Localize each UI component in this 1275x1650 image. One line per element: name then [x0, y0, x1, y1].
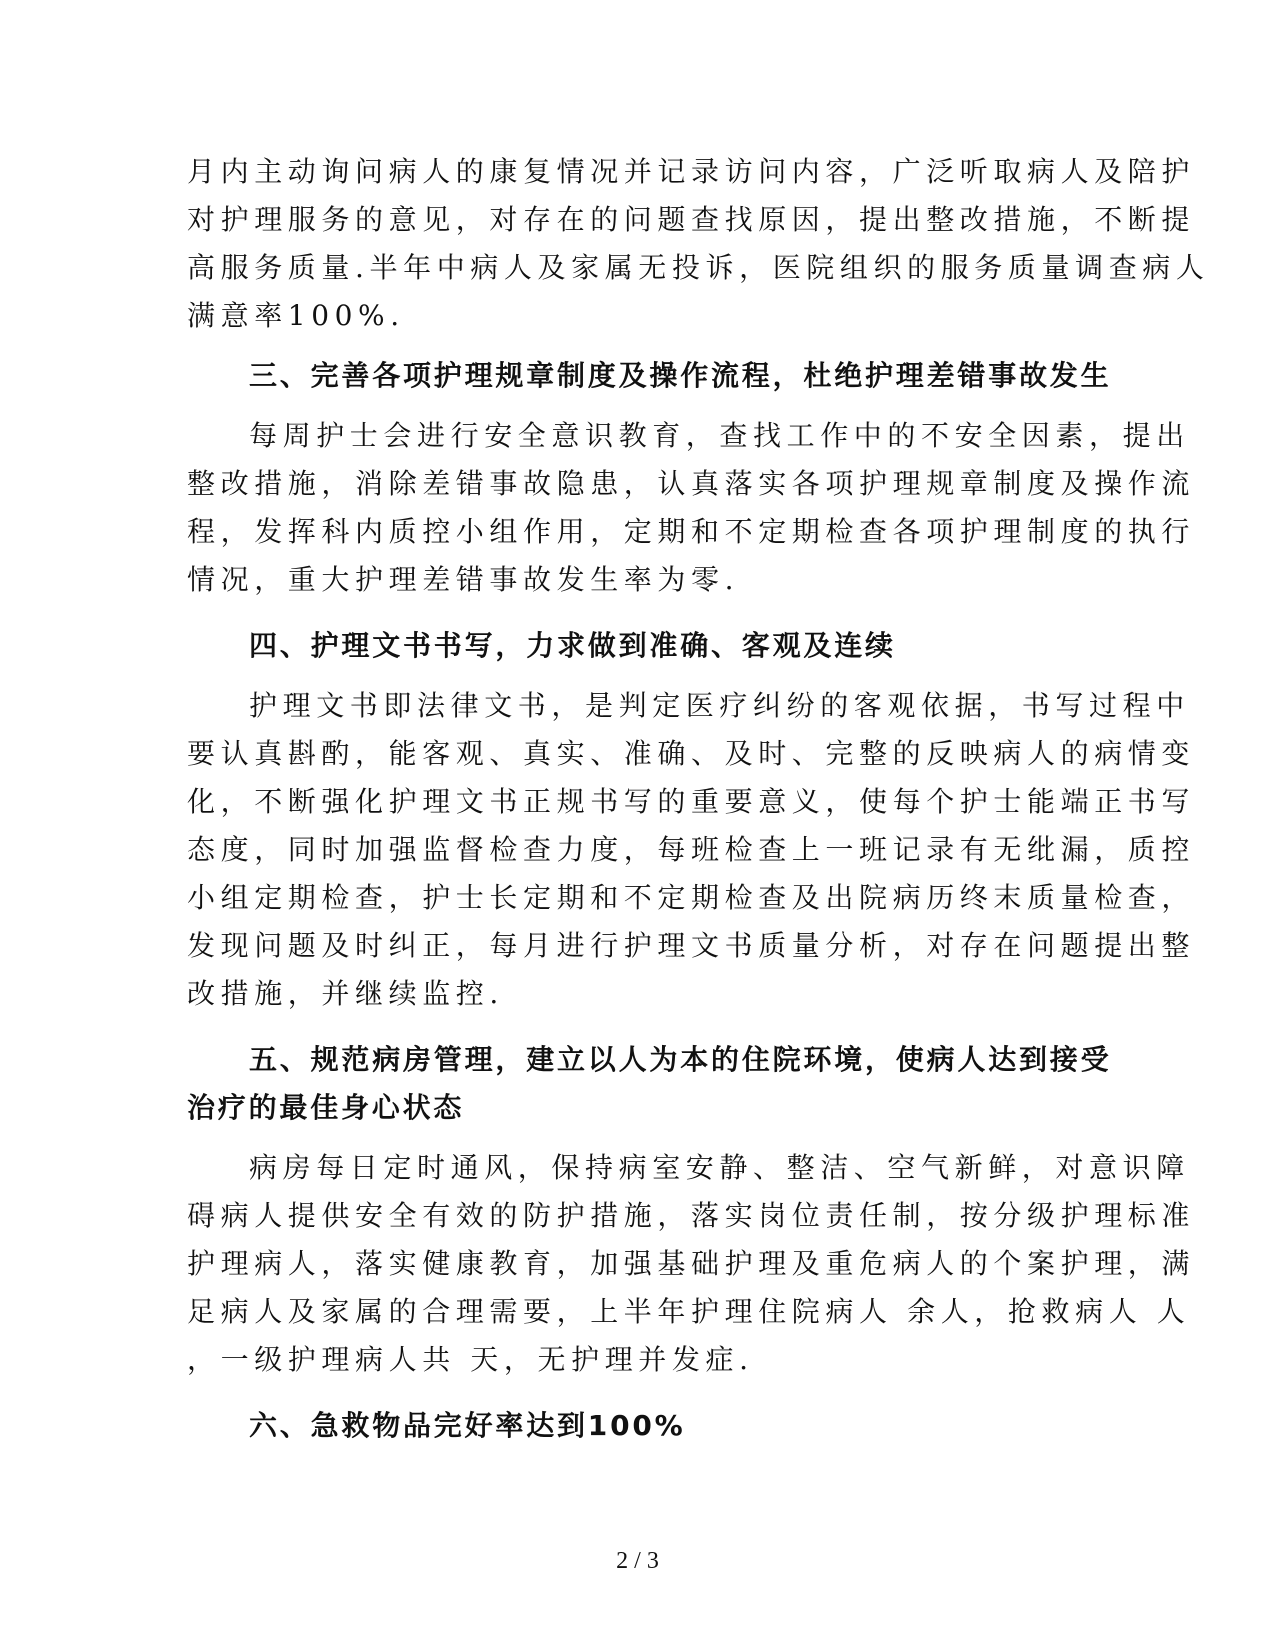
paragraph-line: 满意率100%.: [187, 299, 405, 332]
paragraph-line: 月内主动询问病人的康复情况并记录访问内容，广泛听取病人及陪护: [187, 155, 1196, 188]
paragraph-line: 对护理服务的意见，对存在的问题查找原因，提出整改措施，不断提: [187, 203, 1196, 236]
paragraph-line: 改措施，并继续监控.: [187, 977, 504, 1010]
section-heading-5: 五、规范病房管理，建立以人为本的住院环境，使病人达到接受: [249, 1043, 1112, 1076]
paragraph-line: 足病人及家属的合理需要，上半年护理住院病人 余人，抢救病人 人: [187, 1295, 1191, 1328]
section-heading-5-cont: 治疗的最佳身心状态: [187, 1091, 465, 1124]
paragraph-line: 情况，重大护理差错事故发生率为零.: [187, 563, 740, 596]
paragraph-line: 化，不断强化护理文书正规书写的重要意义，使每个护士能端正书写: [187, 785, 1196, 818]
section-heading-6: 六、急救物品完好率达到100%: [249, 1409, 686, 1442]
paragraph-line: 病房每日定时通风，保持病室安静、整洁、空气新鲜，对意识障: [249, 1151, 1190, 1184]
page-number: 2 / 3: [616, 1548, 659, 1574]
paragraph-line: ，一级护理病人共 天，无护理并发症.: [187, 1343, 754, 1376]
paragraph-line: 高服务质量.半年中病人及家属无投诉，医院组织的服务质量调查病人: [187, 251, 1210, 284]
paragraph-line: 护理文书即法律文书，是判定医疗纠纷的客观依据，书写过程中: [249, 689, 1190, 722]
document-body: [187, 148, 1210, 1450]
section-body-5: [187, 1144, 1196, 1384]
paragraph-line: 碍病人提供安全有效的防护措施，落实岗位责任制，按分级护理标准: [187, 1199, 1196, 1232]
continued-paragraph: [187, 148, 1210, 340]
section-body-3: [187, 412, 1196, 604]
paragraph-line: 态度，同时加强监督检查力度，每班检查上一班记录有无纰漏，质控: [187, 833, 1196, 866]
section-heading-3: 三、完善各项护理规章制度及操作流程，杜绝护理差错事故发生: [249, 359, 1112, 392]
paragraph-line: 程，发挥科内质控小组作用，定期和不定期检查各项护理制度的执行: [187, 515, 1196, 548]
section-heading-4: 四、护理文书书写，力求做到准确、客观及连续: [249, 629, 896, 662]
paragraph-line: 护理病人，落实健康教育，加强基础护理及重危病人的个案护理，满: [187, 1247, 1196, 1280]
paragraph-line: 发现问题及时纠正，每月进行护理文书质量分析，对存在问题提出整: [187, 929, 1196, 962]
paragraph-line: 每周护士会进行安全意识教育，查找工作中的不安全因素，提出: [249, 419, 1190, 452]
section-body-4: [187, 682, 1196, 1018]
paragraph-line: 小组定期检查，护士长定期和不定期检查及出院病历终末质量检查，: [187, 881, 1196, 914]
paragraph-line: 整改措施，消除差错事故隐患，认真落实各项护理规章制度及操作流: [187, 467, 1196, 500]
paragraph-line: 要认真斟酌，能客观、真实、准确、及时、完整的反映病人的病情变: [187, 737, 1196, 770]
